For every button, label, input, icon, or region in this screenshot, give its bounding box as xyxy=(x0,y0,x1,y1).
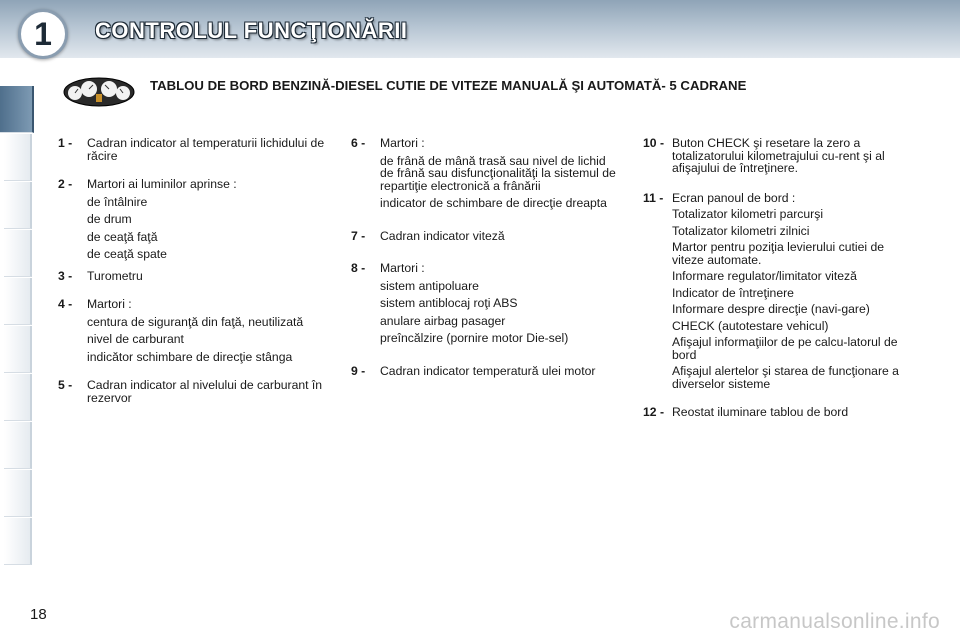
section-heading: TABLOU DE BORD BENZINĂ-DIESEL CUTIE DE VITEZE MANUALĂ ŞI AUTOMATĂ- 5 CADRANE xyxy=(150,78,747,93)
legend-entry-number: 1 - xyxy=(58,136,73,150)
legend-entry-label: Cadran indicator viteză xyxy=(380,228,505,243)
legend-entry-subitem: Totalizator kilometri parcurşi xyxy=(672,207,824,221)
chapter-tab-6[interactable] xyxy=(4,326,32,373)
legend-entry-subitem: Informare regulator/limitator viteză xyxy=(672,269,857,283)
legend-entry-label: Reostat iluminare tablou de bord xyxy=(672,405,849,419)
legend-entry-label: Cadran indicator temperatură ulei motor xyxy=(380,363,596,378)
legend-entry xyxy=(643,192,908,391)
chapter-tab-3[interactable] xyxy=(4,182,32,229)
legend-entry-subitem: Totalizator kilometri zilnici xyxy=(672,223,810,238)
legend-entry-label: Buton CHECK şi resetare la zero a totalizatorului kilometrajului cu-rent şi al afişajului de întreţinere. xyxy=(672,136,885,175)
legend-entry-subitem: nivel de carburant xyxy=(87,332,184,346)
chapter-tab-9[interactable] xyxy=(4,470,32,517)
legend-entry-subitem: de frână de mână trasă sau nivel de lichid de frână sau disfuncţionalităţi la sistemul de repartiţie electronică a frânării xyxy=(380,153,616,193)
chapter-tab-1[interactable] xyxy=(0,86,34,133)
chapter-tab-10[interactable] xyxy=(4,518,32,565)
legend-column-1 xyxy=(58,137,328,404)
legend-column-3 xyxy=(643,137,908,419)
legend-entry xyxy=(58,379,328,404)
legend-entry-subitem: de întâlnire xyxy=(87,194,148,209)
legend-entry xyxy=(58,137,328,162)
legend-entry-subitem: CHECK (autotestare vehicul) xyxy=(672,318,829,333)
legend-entry-subitem: indicator de schimbare de direcţie dreapta xyxy=(380,196,607,210)
chapter-tab-strip xyxy=(0,64,34,574)
chapter-number-badge: 1 xyxy=(18,9,68,59)
chapter-tab-8[interactable] xyxy=(4,422,32,469)
legend-entry-number: 6 - xyxy=(351,136,366,150)
legend-entry-subitem: anulare airbag pasager xyxy=(380,313,506,328)
legend-entry-number: 4 - xyxy=(58,297,73,311)
legend-entry xyxy=(58,270,328,283)
legend-entry-subitem: sistem antipoluare xyxy=(380,278,479,293)
legend-entry-subitem: de drum xyxy=(87,212,132,226)
dashboard-gauges-icon xyxy=(62,76,136,108)
legend-entry-number: 7 - xyxy=(351,228,366,243)
chapter-tab-7[interactable] xyxy=(4,374,32,421)
chapter-tab-4[interactable] xyxy=(4,230,32,277)
legend-column-2 xyxy=(351,137,621,377)
legend-entry-number: 9 - xyxy=(351,363,366,378)
legend-entry-subitem: de ceaţă spate xyxy=(87,247,167,261)
legend-entry xyxy=(58,178,328,261)
legend-entry-subitem: Informare despre direcţie (navi-gare) xyxy=(672,302,870,316)
chapter-title: CONTROLUL FUNCŢIONĂRII xyxy=(95,18,408,43)
legend-entry xyxy=(351,365,621,378)
legend-entry-subitem: indicător schimbare de direcţie stânga xyxy=(87,349,293,364)
legend-entry-number: 11 - xyxy=(643,190,664,205)
legend-entry-label: Martori ai luminilor aprinse : xyxy=(87,177,237,191)
legend-entry-subitem: Indicator de întreţinere xyxy=(672,285,794,300)
legend-entry-subitem: Martor pentru poziţia levierului cutiei de viteze automate. xyxy=(672,240,885,267)
chapter-tab-2[interactable] xyxy=(4,134,32,181)
legend-entry-subitem: de ceaţă faţă xyxy=(87,229,158,244)
legend-entry-subitem: centura de siguranţă din faţă, neutilizată xyxy=(87,314,304,329)
legend-entry-number: 2 - xyxy=(58,177,73,191)
legend-entry-subitem: preîncălzire (pornire motor Die-sel) xyxy=(380,331,569,345)
legend-entry-number: 10 - xyxy=(643,136,665,150)
legend-entry-number: 8 - xyxy=(351,261,366,275)
legend-entry-label: Cadran indicator al nivelului de carburant în rezervor xyxy=(87,378,323,405)
legend-entry-number: 5 - xyxy=(58,378,73,392)
legend-entry-subitem: Afişajul alertelor şi starea de funcţionare a diverselor sisteme xyxy=(672,364,899,391)
legend-entry-subitem: sistem antiblocaj roţi ABS xyxy=(380,296,518,310)
legend-entry-label: Martori : xyxy=(87,297,132,311)
legend-entry-label: Martori : xyxy=(380,261,425,275)
legend-entry xyxy=(643,406,908,419)
legend-entry xyxy=(351,230,621,243)
legend-entry-label: Ecran panoul de bord : xyxy=(672,190,796,205)
legend-entry xyxy=(58,298,328,363)
legend-entry-number: 3 - xyxy=(58,268,73,283)
legend-entry-label: Martori : xyxy=(380,136,425,150)
legend-entry-label: Cadran indicator al temperaturii lichidului de răcire xyxy=(87,136,325,163)
legend-entry xyxy=(351,262,621,345)
legend-entry-subitem: Afişajul informaţiilor de pe calcu-latorul de bord xyxy=(672,335,898,362)
chapter-tab-5[interactable] xyxy=(4,278,32,325)
page-number: 18 xyxy=(30,606,47,623)
legend-entry-number: 12 - xyxy=(643,405,665,419)
watermark-text: carmanualsonline.info xyxy=(729,610,940,633)
legend-entry xyxy=(351,137,621,210)
legend-entry xyxy=(643,137,908,175)
legend-entry-label: Turometru xyxy=(87,268,143,283)
